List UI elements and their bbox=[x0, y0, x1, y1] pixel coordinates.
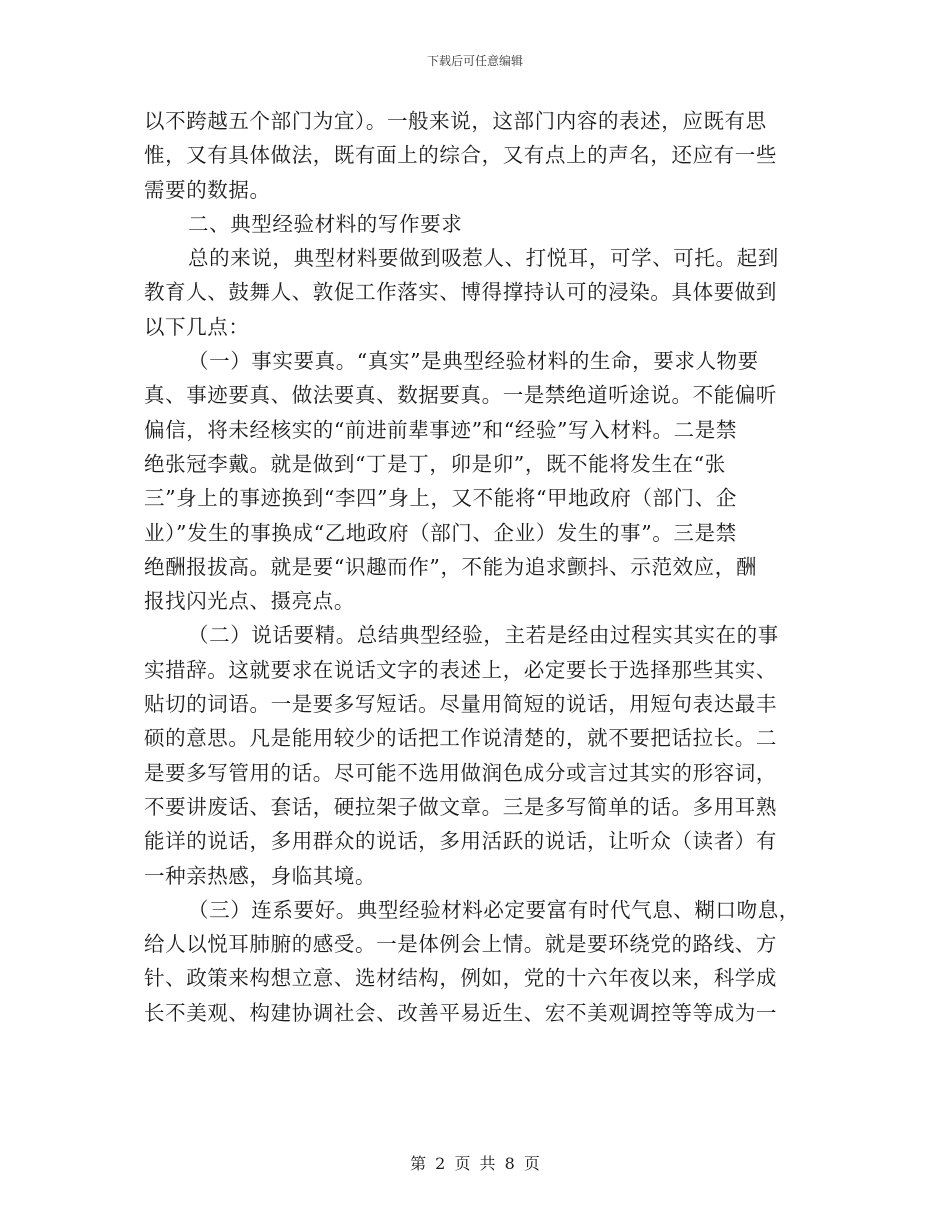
text-line: 以不跨越五个部门为宜）。一般来说，这部门内容的表述，应既有思 bbox=[144, 109, 767, 133]
text-line: 绝张冠李戴。就是做到“丁是丁，卯是卯”，既不能将发生在“张 bbox=[144, 451, 726, 476]
text-line: 教育人、鼓舞人、敦促工作落实、博得撑持认可的浸染。具体要做到 bbox=[144, 280, 777, 305]
page-number: 第 2 页 共 8 页 bbox=[410, 1154, 540, 1173]
text-line: 以下几点： bbox=[144, 314, 250, 339]
text-line: 惟，又有具体做法，既有面上的综合，又有点上的声名，还应有一些 bbox=[144, 143, 777, 168]
text-line: 偏信，将未经核实的“前进前辈事迹”和“经验”写入材料。二是禁 bbox=[144, 417, 737, 442]
document-body bbox=[144, 104, 814, 1030]
text-line: 实措辞。这就要求在说话文字的表述上，必定要长于选择那些其实、 bbox=[144, 657, 777, 682]
text-line: 一种亲热感，身临其境。 bbox=[144, 863, 377, 888]
text-line: （二）说话要精。总结典型经验，主若是经由过程实其实在的事 bbox=[188, 623, 779, 648]
text-line: 不要讲废话、套话，硬拉架子做文章。三是多写简单的话。多用耳熟 bbox=[144, 794, 777, 819]
text-line: 业）”发生的事换成“乙地政府（部门、企业）发生的事”。三是禁 bbox=[144, 520, 737, 545]
page-header: 下载后可任意编辑 bbox=[426, 54, 523, 68]
text-line: 总的来说，典型材料要做到吸惹人、打悦耳，可学、可托。起到 bbox=[188, 246, 779, 271]
text-line: （三）连系要好。典型经验材料必定要富有时代气息、糊口吻息， bbox=[188, 897, 800, 922]
text-line: 三”身上的事迹换到“李四”身上，又不能将“甲地政府（部门、企 bbox=[144, 486, 737, 511]
text-line: （一）事实要真。“真实”是典型经验材料的生命，要求人物要 bbox=[188, 349, 759, 374]
text-line: 真、事迹要真、做法要真、数据要真。一是禁绝道听途说。不能偏听 bbox=[144, 383, 777, 408]
text-line: 针、政策来构想立意、选材结构，例如，党的十六年夜以来，科学成 bbox=[144, 966, 777, 991]
text-line: 贴切的词语。一是要多写短话。尽量用简短的说话，用短句表达最丰 bbox=[144, 692, 777, 717]
text-line: 需要的数据。 bbox=[144, 177, 271, 202]
text-line: 绝酬报拔高。就是要“识趣而作”，不能为追求颤抖、示范效应，酬 bbox=[144, 554, 757, 579]
text-line: 报找闪光点、摄亮点。 bbox=[144, 589, 355, 614]
text-line: 能详的说话，多用群众的说话，多用活跃的说话，让听众（读者）有 bbox=[144, 829, 777, 854]
text-line: 长不美观、构建协调社会、改善平易近生、宏不美观调控等等成为一 bbox=[144, 1000, 777, 1025]
section-heading: 二、典型经验材料的写作要求 bbox=[188, 211, 463, 236]
text-line: 是要多写管用的话。尽可能不选用做润色成分或言过其实的形容词， bbox=[144, 760, 777, 785]
text-line: 硕的意思。凡是能用较少的话把工作说清楚的，就不要把话拉长。二 bbox=[144, 726, 777, 751]
text-line: 给人以悦耳肺腑的感受。一是体例会上情。就是要环绕党的路线、方 bbox=[144, 932, 777, 957]
